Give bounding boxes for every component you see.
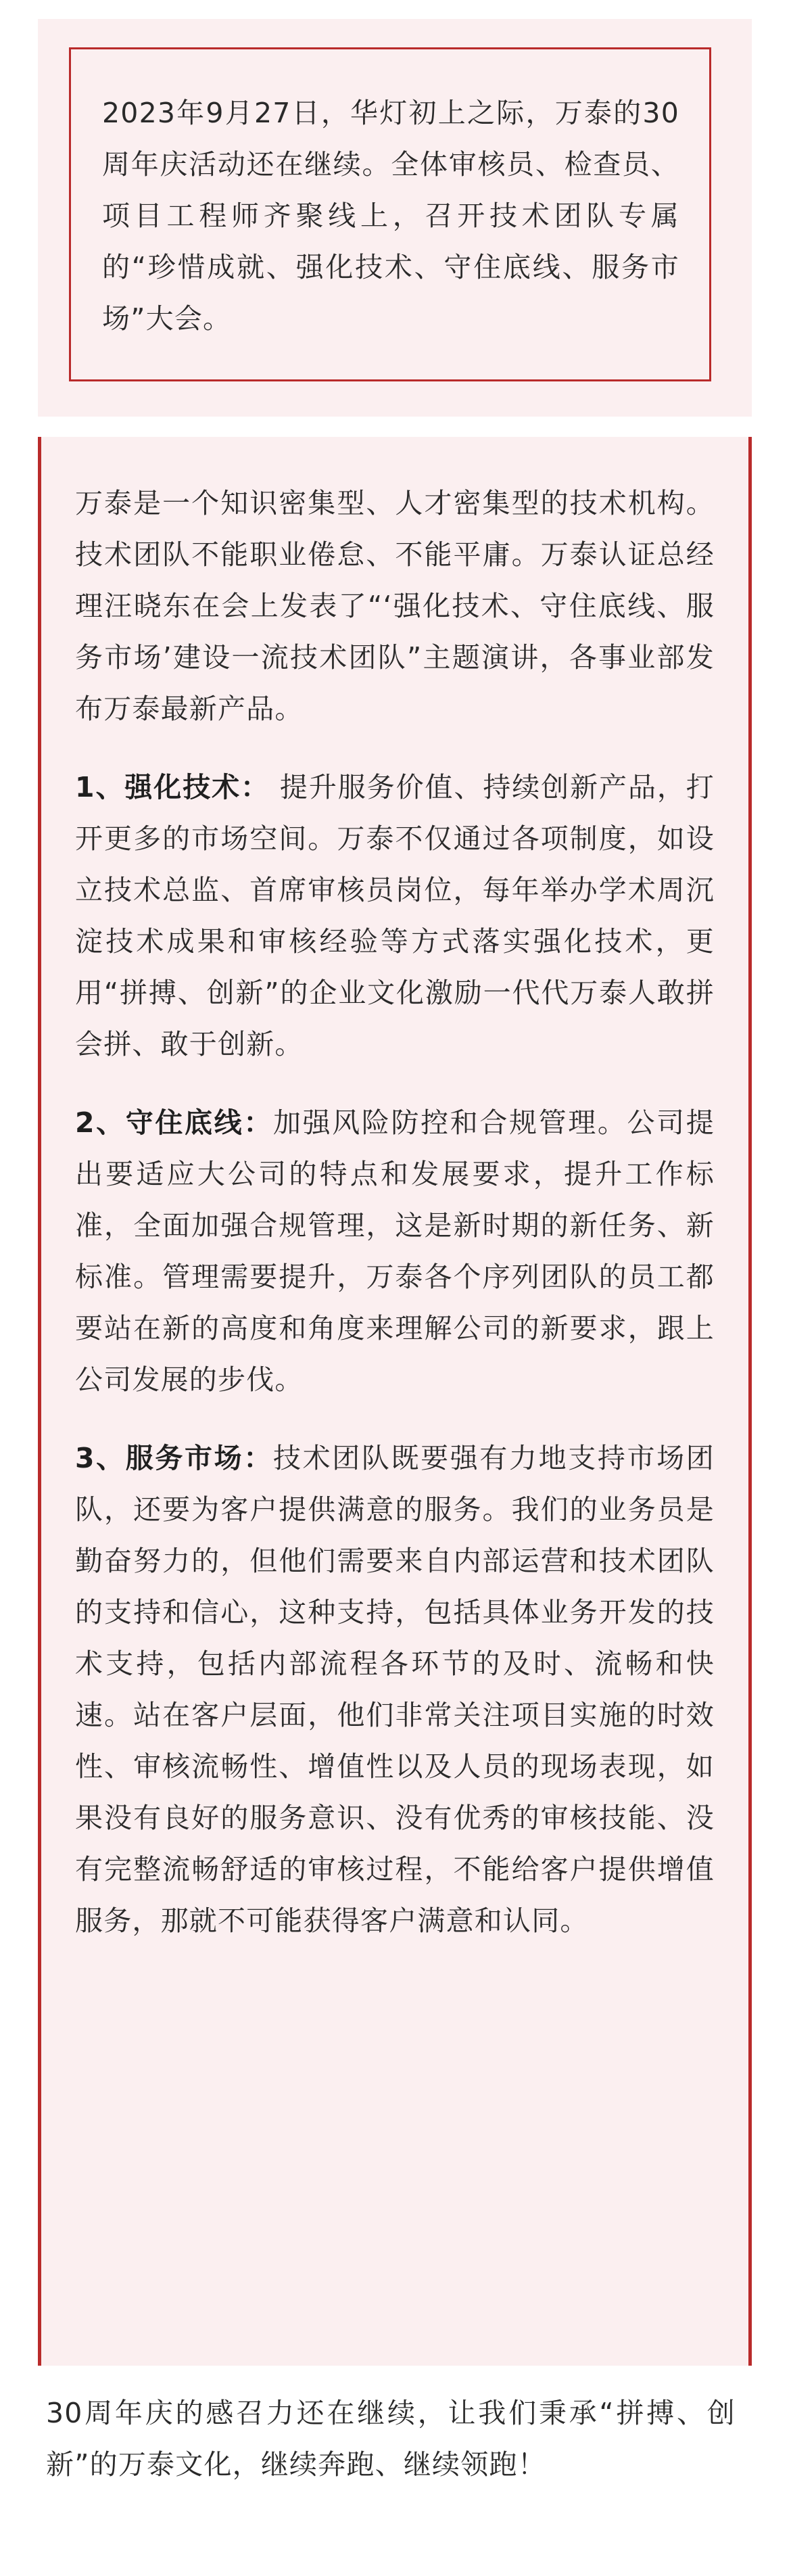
point-text-2: 加强风险防控和合规管理。公司提出要适应大公司的特点和发展要求，提升工作标准，全面加强合规管理，这是新时期的新任务、新标准。管理需要提升，万泰各个序列团队的员工都要站在新的高度和角度来理解公司的新要求，跟上公司发展的步伐。 [75, 1106, 715, 1396]
intro-section [38, 19, 752, 417]
point-heading-1: 1、强化技术： [75, 771, 270, 803]
point-heading-3: 3、服务市场： [75, 1442, 273, 1474]
intro-paragraph: 2023年9月27日，华灯初上之际，万泰的30周年庆活动还在继续。全体审核员、检查员、项目工程师齐聚线上，召开技术团队专属的“珍惜成就、强化技术、守住底线、服务市场”大会。 [102, 97, 679, 335]
point-paragraph-2 [75, 1097, 715, 1405]
opening-paragraph: 万泰是一个知识密集型、人才密集型的技术机构。技术团队不能职业倦怠、不能平庸。万泰认证总经理汪晓东在会上发表了“‘强化技术、守住底线、服务市场’建设一流技术团队”主题演讲，各事业部发布万泰最新产品。 [75, 487, 715, 725]
point-text-3: 技术团队既要强有力地支持市场团队，还要为客户提供满意的服务。我们的业务员是勤奋努力的，但他们需要来自内部运营和技术团队的支持和信心，这种支持，包括具体业务开发的技术支持，包括内部流程各环节的及时、流畅和快速。站在客户层面，他们非常关注项目实施的时效性、审核流畅性、增值性以及人员的现场表现，如果没有良好的服务意识、没有优秀的审核技能、没有完整流畅舒适的审核过程，不能给客户提供增值服务，那就不可能获得客户满意和认同。 [75, 1442, 715, 1937]
closing-paragraph: 30周年庆的感召力还在继续，让我们秉承“拼搏、创新”的万泰文化，继续奔跑、继续领跑！ [46, 2397, 736, 2481]
point-heading-2: 2、守住底线： [75, 1106, 273, 1139]
intro-box [69, 47, 711, 381]
point-paragraph-3 [75, 1432, 715, 1946]
point-text-1: 提升服务价值、持续创新产品，打开更多的市场空间。万泰不仅通过各项制度，如设立技术总监、首席审核员岗位，每年举办学术周沉淀技术成果和审核经验等方式落实强化技术，更用“拼搏、创新”的企业文化激励一代代万泰人敢拼会拼、敢于创新。 [75, 771, 715, 1060]
point-paragraph-1 [75, 762, 715, 1070]
main-content-panel [38, 437, 752, 2366]
